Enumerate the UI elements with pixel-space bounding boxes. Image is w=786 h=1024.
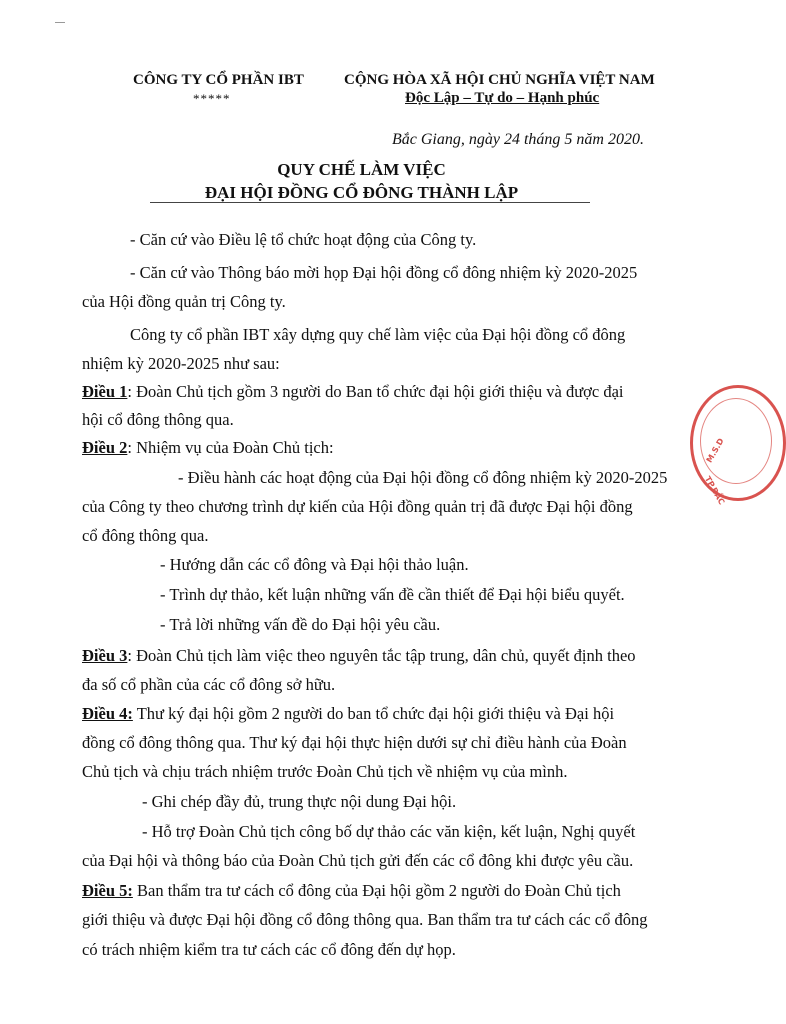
article-4-cont: Chủ tịch và chịu trách nhiệm trước Đoàn Chủ tịch về nhiệm vụ của mình. [82,762,568,781]
article-1-label: Điều 1 [82,382,128,401]
article-5-cont: giới thiệu và được Đại hội đồng cổ đông thông qua. Ban thẩm tra tư cách các cổ đông [82,910,648,929]
article-4-label: Điều 4: [82,704,133,723]
seal-text: M.S.D [704,436,726,465]
company-seal-inner [700,398,772,484]
place-date: Bắc Giang, ngày 24 tháng 5 năm 2020. [392,131,644,148]
article-3-label: Điều 3 [82,646,128,665]
national-motto: Độc Lập – Tự do – Hạnh phúc [405,90,600,106]
basis-line: - Căn cứ vào Thông báo mời họp Đại hội đồng cổ đông nhiệm kỳ 2020-2025 [130,263,638,282]
document-title: QUY CHẾ LÀM VIỆC [277,160,446,179]
article-2-item: của Công ty theo chương trình dự kiến của Hội đồng quản trị đã được Đại hội đồng [82,497,633,516]
article-3 [82,646,636,666]
basis-line: - Căn cứ vào Điều lệ tổ chức hoạt động của Công ty. [130,230,477,249]
article-4-item: của Đại hội và thông báo của Đoàn Chủ tịch gửi đến các cổ đông khi được yêu cầu. [82,851,634,870]
article-5-label: Điều 5: [82,881,133,900]
national-title: CỘNG HÒA XÃ HỘI CHỦ NGHĨA VIỆT NAM [344,72,655,88]
article-5-cont: có trách nhiệm kiểm tra tư cách các cổ đông đến dự họp. [82,940,456,959]
article-4-cont: đồng cổ đông thông qua. Thư ký đại hội thực hiện dưới sự chỉ điều hành của Đoàn [82,733,627,752]
article-2-text: : Nhiệm vụ của Đoàn Chủ tịch: [127,438,334,457]
article-4-item: - Ghi chép đầy đủ, trung thực nội dung Đại hội. [142,792,457,811]
article-4-item: - Hỗ trợ Đoàn Chủ tịch công bố dự thảo các văn kiện, kết luận, Nghị quyết [142,822,636,841]
article-4-text: Thư ký đại hội gồm 2 người do ban tổ chức đại hội giới thiệu và Đại hội [132,704,615,723]
basis-line: của Hội đồng quản trị Công ty. [82,292,286,311]
intro-paragraph: nhiệm kỳ 2020-2025 như sau: [82,354,280,373]
article-4 [82,704,614,724]
intro-paragraph: Công ty cổ phần IBT xây dựng quy chế làm việc của Đại hội đồng cổ đông [130,325,626,344]
document-subtitle: ĐẠI HỘI ĐỒNG CỔ ĐÔNG THÀNH LẬP [204,183,519,202]
article-1-cont: hội cổ đông thông qua. [82,410,234,429]
article-2-item: cổ đông thông qua. [82,526,209,545]
article-2-item: - Hướng dẫn các cổ đông và Đại hội thảo luận. [160,555,469,574]
article-3-cont: đa số cổ phần của các cổ đông sở hữu. [82,675,336,694]
company-stars: ***** [193,91,231,106]
scan-line [150,202,590,203]
article-2-label: Điều 2 [82,438,128,457]
article-1 [82,382,624,402]
article-1-text: : Đoàn Chủ tịch gồm 3 người do Ban tổ chức đại hội giới thiệu và được đại [127,382,624,401]
article-2-item: - Trả lời những vấn đề do Đại hội yêu cầu. [160,615,441,634]
article-5-text: Ban thẩm tra tư cách cổ đông của Đại hội gồm 2 người do Đoàn Chủ tịch [132,881,621,900]
article-2-item: - Trình dự thảo, kết luận những vấn đề cần thiết để Đại hội biểu quyết. [160,585,625,604]
article-5 [82,881,621,901]
seal-text: TP.BẮC [702,474,727,507]
company-name: CÔNG TY CỔ PHẦN IBT [133,72,304,88]
article-2 [82,438,334,458]
scan-mark [55,22,65,23]
article-3-text: : Đoàn Chủ tịch làm việc theo nguyên tắc tập trung, dân chủ, quyết định theo [127,646,636,665]
article-2-item: - Điều hành các hoạt động của Đại hội đồng cổ đông nhiệm kỳ 2020-2025 [178,468,668,487]
